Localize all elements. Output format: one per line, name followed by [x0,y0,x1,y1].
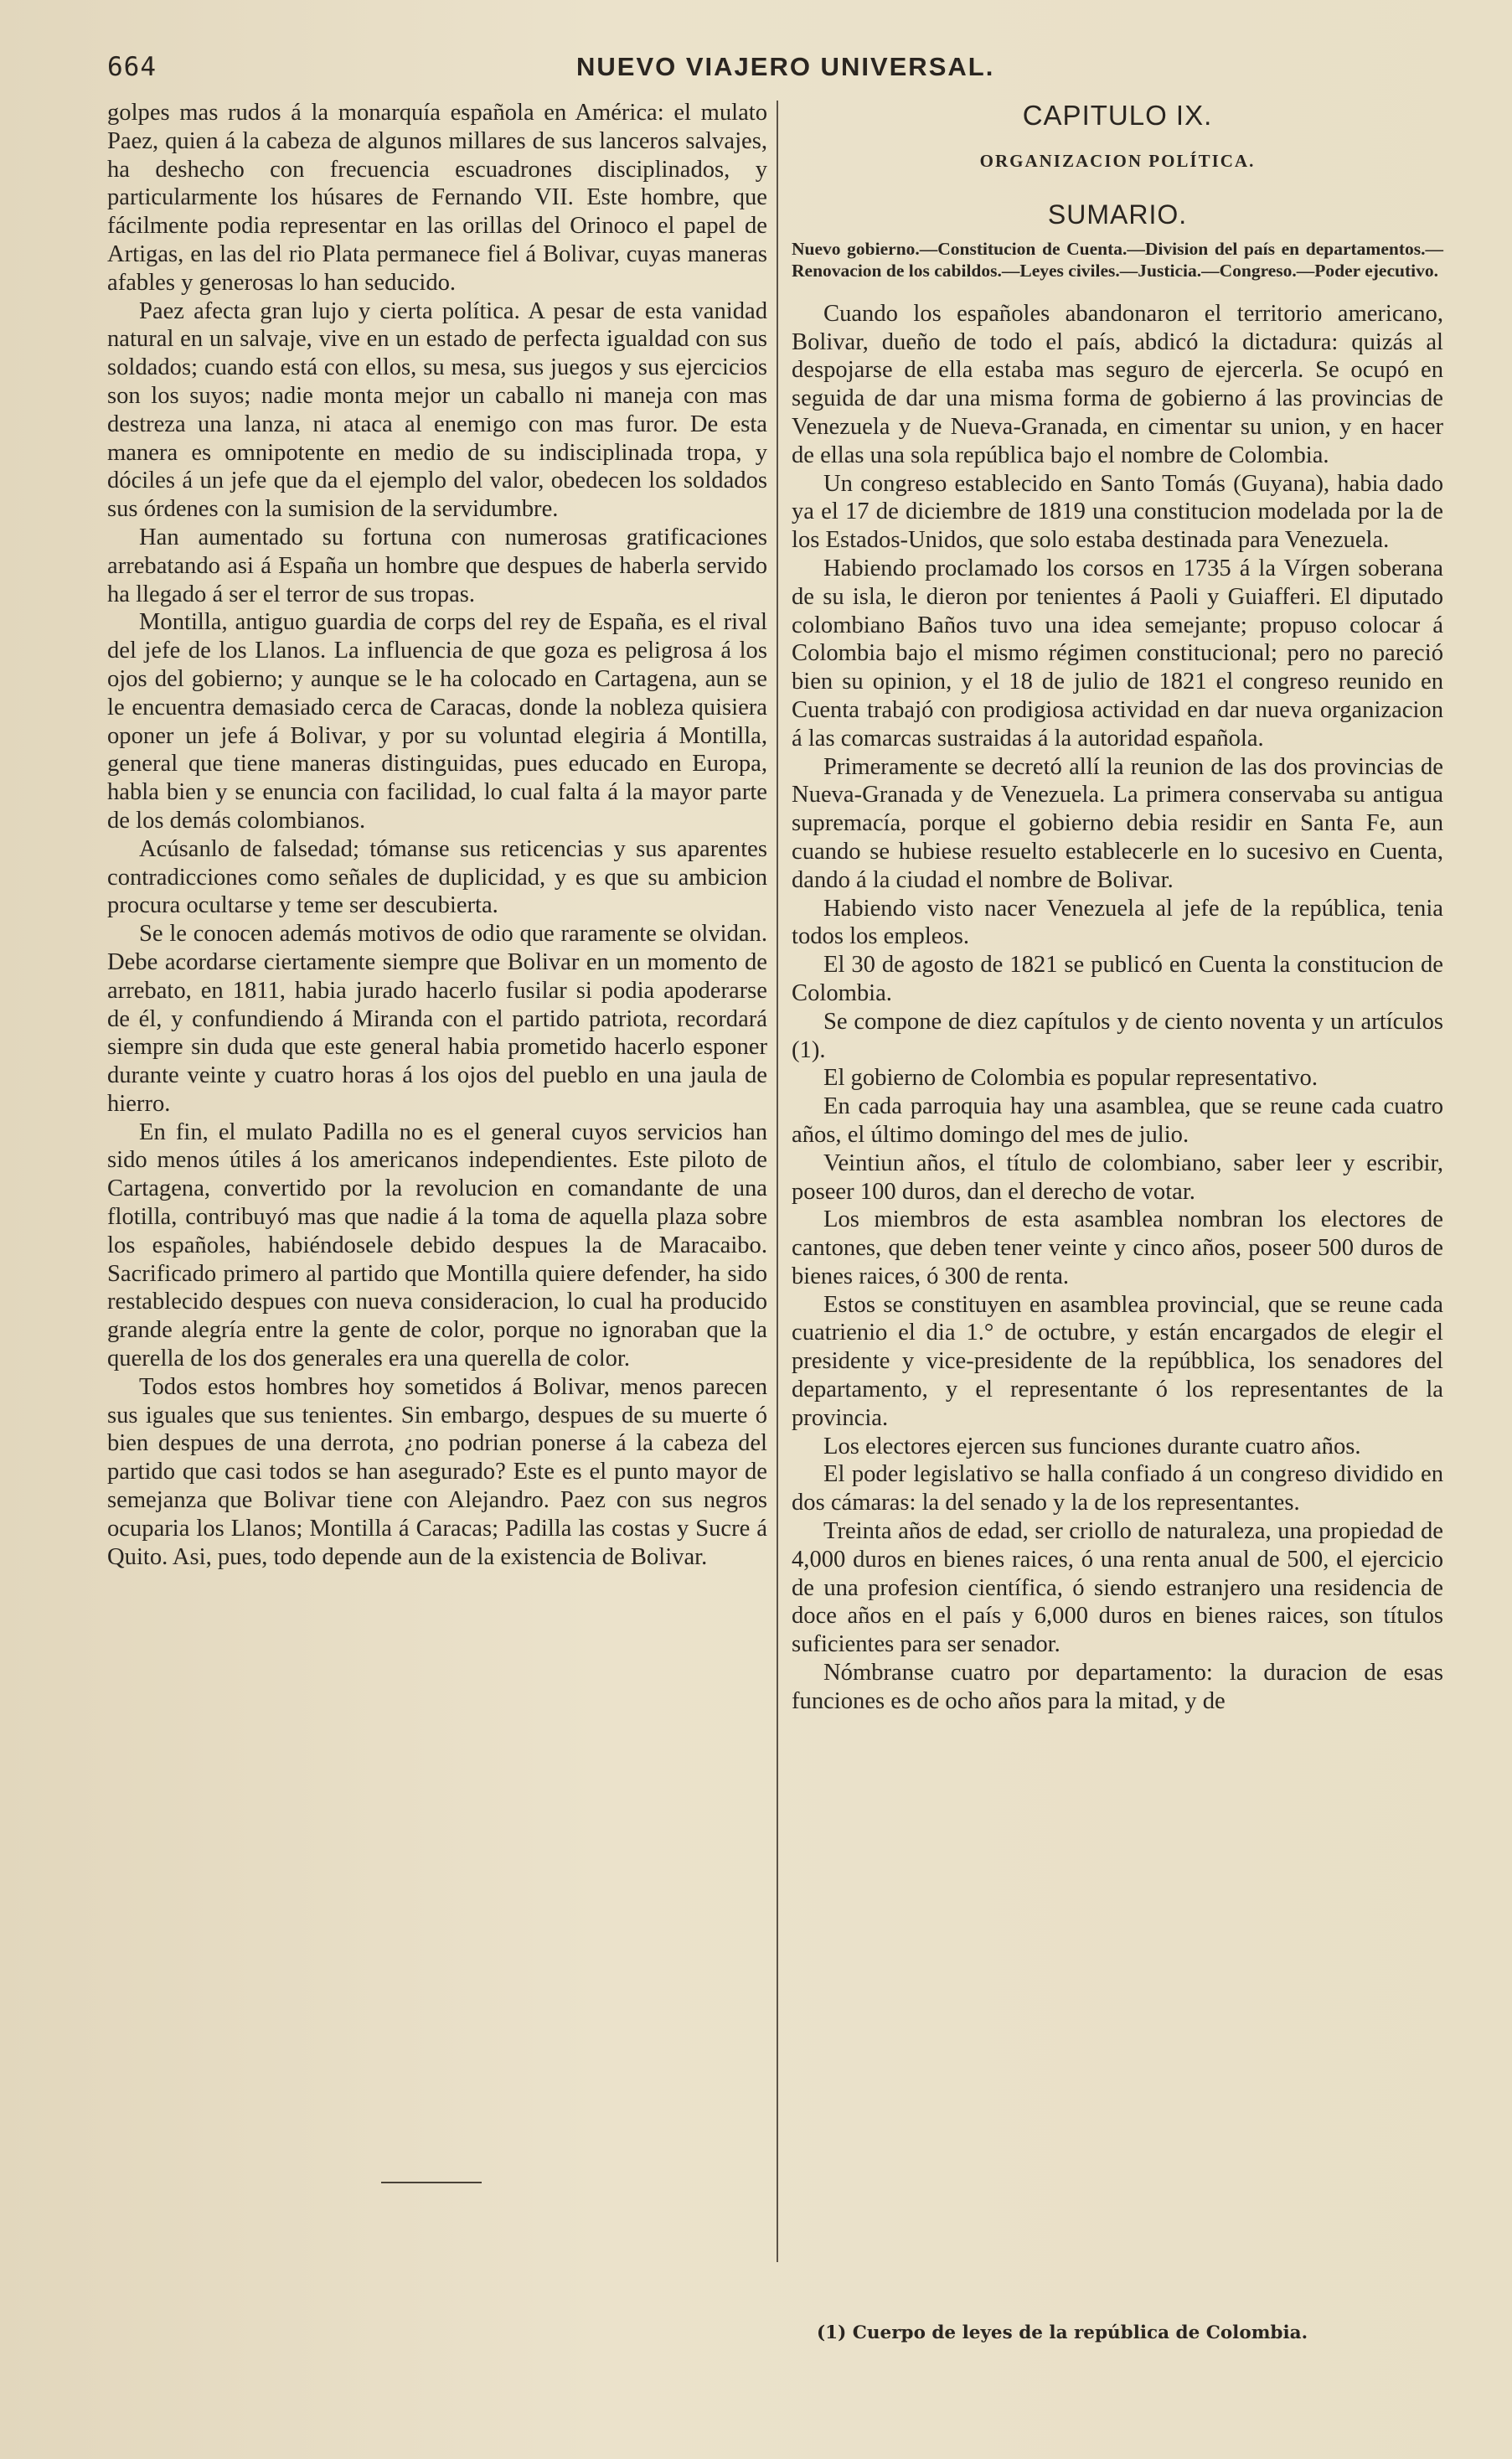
paragraph: Montilla, antiguo guardia de corps del rey de España, es el rival del jefe de los Llanos. La influencia de que goza es peligrosa á los ojos del gobierno; y aunque se le ha colocado en Cartagena, aun se le encuentra demasiado cerca de Caracas, donde la nobleza quisiera oponer un jefe á Bolivar, y por su voluntad elegiria á Montilla, general que tiene maneras distinguidas, pues educado en Europa, habla bien y se enuncia con facilidad, lo cual falta á la mayor parte de los demás colombianos. [107,609,767,834]
paragraph: Los electores ejercen sus funciones durante cuatro años. [823,1433,1361,1459]
paragraph: Los miembros de esta asamblea nombran los electores de cantones, que deben tener veinte y cinco años, poseer 500 duros de bienes raices, ó 300 de renta. [792,1206,1443,1289]
paragraph: Veintiun años, el título de colombiano, saber leer y escribir, poseer 100 duros, dan el derecho de votar. [792,1149,1443,1205]
paragraph: Se le conocen además motivos de odio que raramente se olvidan. Debe acordarse ciertamente siempre que Bolivar en un momento de arrebato, en 1811, habia jurado hacerlo fusilar si podia apoderarse de él, y confundiendo á Miranda con el partido patriota, recordará siempre sin duda que este general habia prometido hacerlo esponer durante veinte y cuatro horas á los ojos del pueblo en una jaula de hierro. [107,921,767,1117]
section-heading: ORGANIZACION POLÍTICA. [979,151,1256,171]
paragraph: Se compone de diez capítulos y de ciento noventa y un artículos (1). [792,1008,1443,1063]
paragraph: El poder legislativo se halla confiado á un congreso dividido en dos cámaras: la del senado y la de los representantes. [792,1461,1443,1516]
paragraph: Primeramente se decretó allí la reunion de las dos provincias de Nueva-Granada y de Venezuela. La primera conservaba su antigua supremacía, porque el gobierno debia residir en Santa Fe, aun cuando se hubiese resuelto establecerle en lo sucesivo en Cuenta, dando á la ciudad el nombre de Bolivar. [792,753,1443,893]
paragraph: Nómbranse cuatro por departamento: la duracion de esas funciones es de ocho años para la mitad, y de [792,1660,1443,1714]
chapter-title: CAPITULO IX. [1022,100,1213,131]
end-rule [381,2182,482,2183]
paragraph: Acúsanlo de falsedad; tómanse sus reticencias y sus aparentes contradicciones como señales de duplicidad, y es que su ambicion procura ocultarse y teme ser descubierta. [107,835,767,919]
paragraph: El gobierno de Colombia es popular representativo. [823,1065,1318,1092]
running-title: NUEVO VIAJERO UNIVERSAL. [576,52,995,81]
paragraph: Un congreso establecido en Santo Tomás (Guyana), habia dado ya el 17 de diciembre de 1819 una constitucion modelada por la de los Estados-Unidos, que solo estaba destinada para Venezuela. [792,470,1443,554]
footnote: (1) Cuerpo de leyes de la república de Colombia. [817,2322,1308,2343]
paragraph: golpes mas rudos á la monarquía española en América: el mulato Paez, quien á la cabeza de algunos millares de sus lanceros salvajes, ha deshecho con frecuencia escuadrones disciplinados, y particularmente los húsares de Fernando VII. Este hombre, que fácilmente podia representar en las orillas del Orinoco el papel de Artigas, en las del rio Plata permanece fiel á Bolivar, cuyas maneras afables y generosas lo han seducido. [107,100,767,296]
paragraph: El 30 de agosto de 1821 se publicó en Cuenta la constitucion de Colombia. [792,952,1443,1006]
sumario-text: Nuevo gobierno.—Constitucion de Cuenta.—Division del país en departamentos.—Renovacion de los cabildos.—Leyes civiles.—Justicia.—Congreso.—Poder ejecutivo. [792,238,1443,281]
sumario-heading: SUMARIO. [1047,199,1188,230]
paragraph: Habiendo visto nacer Venezuela al jefe de la república, tenia todos los empleos. [792,895,1443,950]
paragraph: En cada parroquia hay una asamblea, que se reune cada cuatro años, el último domingo del mes de julio. [792,1093,1443,1148]
left-column [107,99,767,1571]
paragraph: Estos se constituyen en asamblea provincial, que se reune cada cuatrienio el dia 1.° de octubre, y están encargados de elegir el presidente y vice-presidente de la repúbblica, los senadores del departamento, y el representante ó los representantes de la provincia. [792,1291,1443,1431]
paragraph: En fin, el mulato Padilla no es el general cuyos servicios han sido menos útiles á los americanos independientes. Este piloto de Cartagena, convertido por la revolucion en comandante de una flotilla, contribuyó mas que nadie á la toma de aquella plaza sobre los españoles, habiéndosele debido despues la de Maracaibo. Sacrificado primero al partido que Montilla quiere defender, ha sido restablecido despues con nueva consideracion, lo cual ha producido grande alegría entre la gente de color, porque no ignoraban que la querella de los dos generales era una querella de color. [107,1118,767,1372]
paragraph: Treinta años de edad, ser criollo de naturaleza, una propiedad de 4,000 duros en bienes raices, ó una renta anual de 500, el ejercicio de una profesion científica, ó siendo estranjero una residencia de doce años en el país y 6,000 duros en bienes raices, son títulos suficientes para ser senador. [792,1518,1443,1658]
paragraph: Paez afecta gran lujo y cierta política. A pesar de esta vanidad natural en un salvaje, vive en un estado de perfecta igualdad con sus soldados; cuando está con ellos, su mesa, sus juegos y sus ejercicios son los suyos; nadie monta mejor un caballo ni maneja con mas destreza una lanza, ni ataca al enemigo con mas furor. De esta manera es omnipotente en medio de su indisciplinada tropa, y dóciles á un jefe que da el ejemplo del valor, obedecen los soldados sus órdenes con la sumision de la servidumbre. [107,297,767,523]
paragraph: Han aumentado su fortuna con numerosas gratificaciones arrebatando asi á España un hombre que despues de haberla servido ha llegado á ser el terror de sus tropas. [107,524,767,607]
page-number: 664 [107,52,157,82]
paragraph: Cuando los españoles abandonaron el territorio americano, Bolivar, dueño de todo el país, abdicó la dictadura: quizás al despojarse de ella estaba mas seguro de ejercerla. Se ocupó en seguida de dar una misma forma de gobierno á las provincias de Venezuela y de Nueva-Granada, en cimentar su union, y en hacer de ellas una sola república bajo el nombre de Colombia. [792,300,1443,468]
page-header [107,52,995,96]
right-column [792,99,1443,1716]
paragraph: Todos estos hombres hoy sometidos á Bolivar, menos parecen sus iguales que sus tenientes. Sin embargo, despues de su muerte ó bien despues de una derrota, ¿no podrian ponerse á la cabeza del partido que casi todos se han asegurado? Este es el punto mayor de semejanza que Bolivar tiene con Alejandro. Paez con sus negros ocuparia los Llanos; Montilla á Caracas; Padilla las costas y Sucre á Quito. Asi, pues, todo depende aun de la existencia de Bolivar. [107,1373,767,1570]
paragraph: Habiendo proclamado los corsos en 1735 á la Vírgen soberana de su isla, le dieron por tenientes á Paoli y Guiafferi. El diputado colombiano Baños tuvo una idea semejante; propuso colocar á Colombia bajo el mismo régimen constitucional; pero no pareció bien su opinion, y el 18 de julio de 1821 el congreso reunido en Cuenta trabajó con prodigiosa actividad en dar nueva organizacion á las comarcas sustraidas á la autoridad española. [792,555,1443,752]
column-divider [777,101,778,2262]
